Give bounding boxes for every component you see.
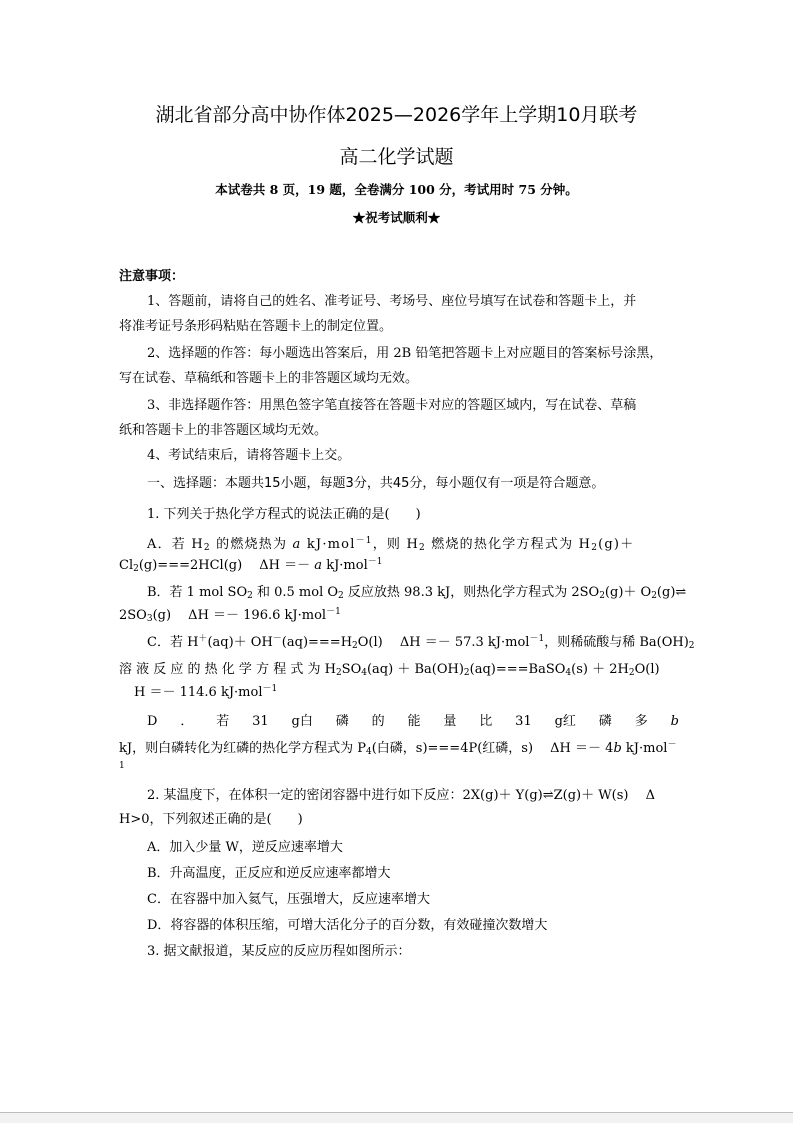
q1-option-c-line1: C．若 $H^+(aq)+ OH^-(aq)===H_2O(l)$ ΔH ＝－ 57.3 kJ·mol$^{-1}$，则稀硫酸与稀 $Ba(OH)_2$ [147, 634, 695, 651]
q3-stem: 3. 据文献报道，某反应的反应历程如图所示： [147, 944, 411, 959]
q1-option-c-line3: H ＝－ 114.6 kJ·mol$^{-1}$ [134, 684, 278, 700]
q1-stem: 1. 下列关于热化学方程式的说法正确的是( ) [147, 507, 421, 522]
q2-stem-line1: 2. 某温度下，在体积一定的密闭容器中进行如下反应：2X(g)＋ Y(g)⇌Z(g)＋ W(s) Δ [147, 788, 655, 803]
wish-line: ★祝考试顺利★ [352, 210, 441, 225]
reversible-arrow-icon: ⇌ [675, 585, 687, 600]
exam-title: 湖北省部分高中协作体2025—2026学年上学期10月联考 [155, 104, 638, 126]
notice-heading: 注意事项： [119, 269, 185, 284]
notice-3b: 纸和答题卡上的非答题区域均无效。 [119, 423, 328, 438]
q1-option-b-line1: B．若 1 mol $SO_2$ 和 0.5 mol $O_2$ 反应放热 98.3 kJ，则热化学方程式为 $2SO_2(g)+$ $O_2(g)\rightleftharpoons$ [147, 585, 687, 601]
notice-2a: 2、选择题的作答：每小题选出答案后，用 2B 铅笔把答题卡上对应题目的答案标号涂黑， [147, 346, 663, 361]
section-heading: 一、选择题：本题共15小题，每题3分，共45分，每小题仅有一项是符合题意。 [147, 476, 605, 491]
q1-option-d-line1: D ． 若 31 g白 磷 的 能 量 比 31 g红 磷 多 b [147, 714, 679, 729]
q1-option-c-line2: 溶 液 反 应 的 热 化 学 方 程 式 为 $H_2SO_4(aq)$ ＋ $Ba(OH)_2(aq)===BaSO_4(s) + 2H_2O(l)$ [119, 662, 660, 678]
q1-option-a-line1: A．若 $H_2$ 的燃烧热为 a kJ·mol$^{-1}$，则 $H_2$ 燃烧的热化学方程式为 $H_2(g)+$ [147, 536, 635, 553]
q1-option-d-line3: 1 [119, 761, 125, 771]
q1-option-d-line2: kJ，则白磷转化为红磷的热化学方程式为 $P_4$(白磷，s)===4P(红磷，s) ΔH ＝－ 4b kJ·mol－ [119, 740, 677, 757]
q2-option-b: B．升高温度，正反应和逆反应速率都增大 [147, 866, 391, 881]
notice-2b: 写在试卷、草稿纸和答题卡上的非答题区域均无效。 [119, 371, 419, 386]
notice-4: 4、考试结束后，请将答题卡上交。 [147, 448, 351, 463]
reversible-arrow-icon: ⇌ [542, 788, 554, 803]
q1-option-a-line2: $Cl_2(g)===2HCl(g)$ ΔH ＝－ a kJ·mol$^{-1}$ [119, 557, 383, 574]
subject-title: 高二化学试题 [339, 146, 454, 168]
q1-option-b-line2: $2SO_3(g)$ ΔH ＝－ 196.6 kJ·mol$^{-1}$ [119, 607, 341, 624]
notice-1a: 1、答题前，请将自己的姓名、准考证号、考场号、座位号填写在试卷和答题卡上，并 [147, 294, 637, 309]
exam-info: 本试卷共 8 页，19 题，全卷满分 100 分，考试用时 75 分钟。 [215, 182, 578, 197]
notice-1b: 将准考证号条形码粘贴在答题卡上的制定位置。 [119, 319, 393, 334]
q2-option-d: D．将容器的体积压缩，可增大活化分子的百分数，有效碰撞次数增大 [147, 918, 548, 933]
q2-stem-line2: H>0，下列叙述正确的是( ) [119, 812, 303, 827]
page-bottom-edge [0, 1112, 793, 1123]
notice-3a: 3、非选择题作答：用黑色签字笔直接答在答题卡对应的答题区域内，写在试卷、草稿 [147, 398, 637, 413]
q2-option-a: A．加入少量 W，逆反应速率增大 [147, 840, 343, 855]
q2-option-c: C．在容器中加入氦气，压强增大，反应速率增大 [147, 892, 430, 907]
